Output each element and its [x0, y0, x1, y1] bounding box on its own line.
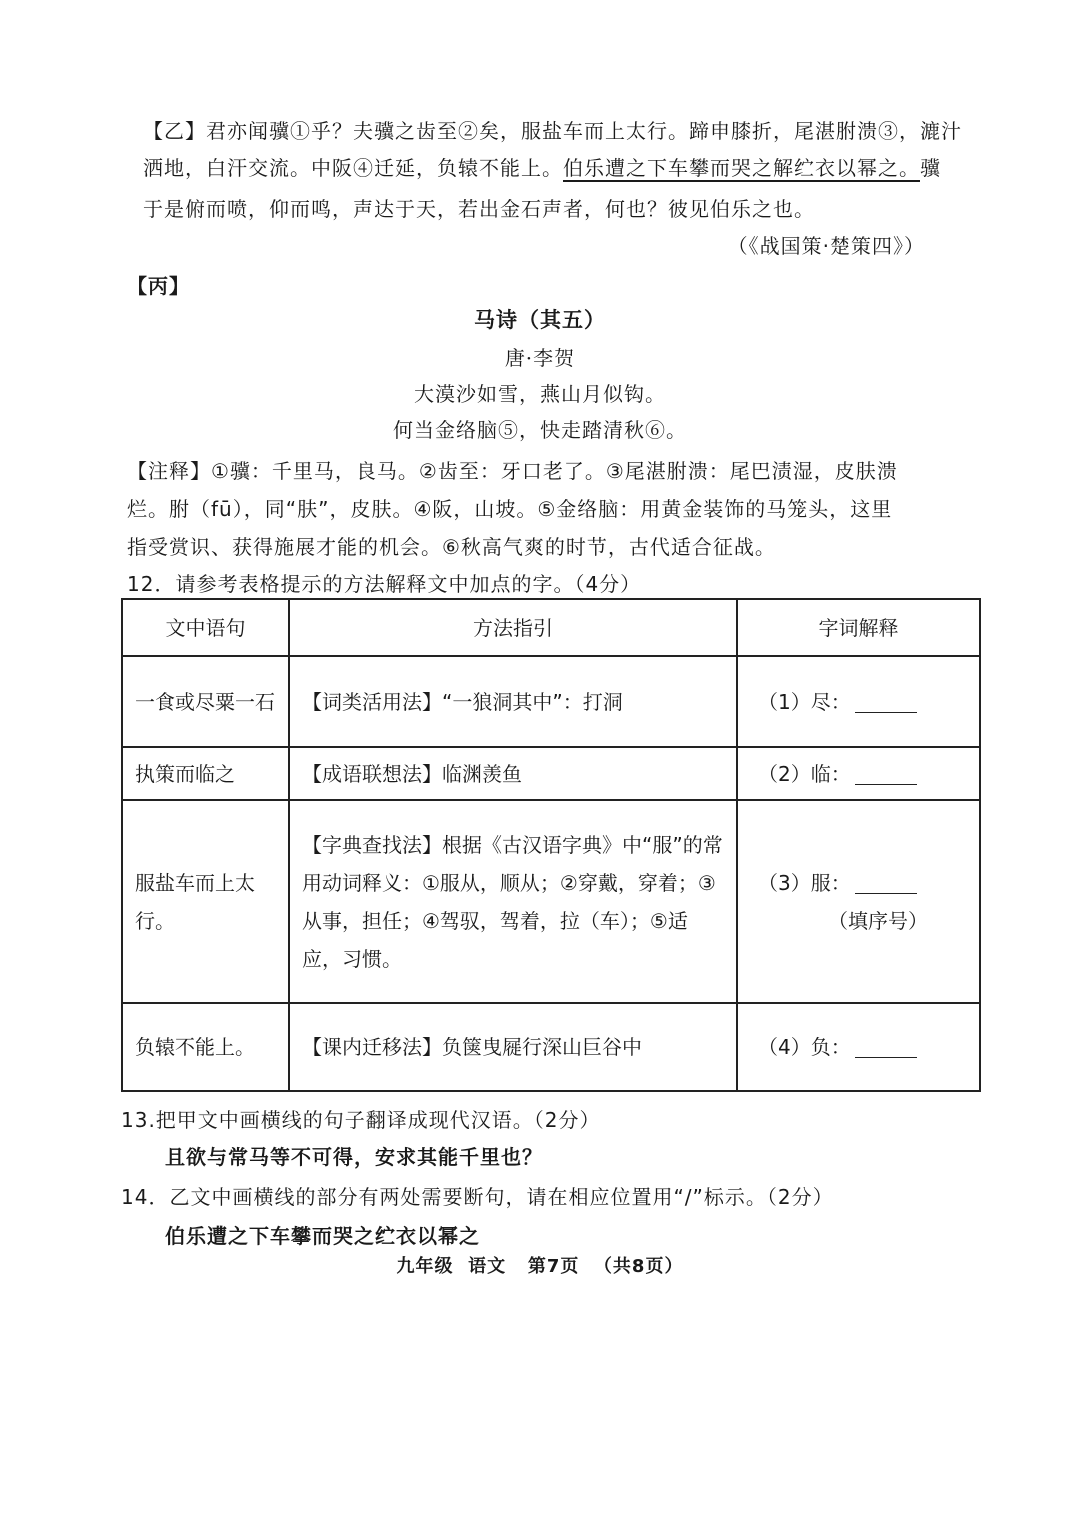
notes-line-2: 烂。胕（fū），同“肤”，皮肤。④阪，山坡。⑤金络脑：用黄金装饰的马笼头，这里	[127, 497, 893, 521]
row3-method: 【字典查找法】根据《古汉语字典》中“服”的常用动词释义：①服从，顺从；②穿戴，穿着；③从事，担任；④驾驭，驾着，拉（车）；⑤适应，习惯。	[289, 800, 737, 1003]
bing-label: 【丙】	[127, 274, 190, 298]
q14-prompt: 14．乙文中画横线的部分有两处需要断句，请在相应位置用“/”标示。（2分）	[121, 1185, 834, 1209]
q14-sentence: 伯乐遭之下车攀而哭之纻衣以幂之	[165, 1224, 480, 1248]
table-header-row	[122, 599, 980, 656]
q12-prompt: 12．请参考表格提示的方法解释文中加点的字。（4分）	[127, 572, 642, 596]
poem-line-2: 何当金络脑⑤，快走踏清秋⑥。	[393, 418, 687, 442]
yi-source: （《战国策·楚策四》）	[727, 234, 925, 258]
row1-answer-cell	[737, 656, 980, 747]
yi-underlined-sentence: 伯乐遭之下车攀而哭之解纻衣以幂之。	[563, 156, 920, 180]
yi-line-2	[143, 152, 941, 181]
header-explanation: 字词解释	[737, 599, 980, 656]
row4-sentence: 负辕不能上。	[122, 1003, 289, 1091]
row2-answer-label: （2）临：	[758, 761, 851, 786]
table-row	[122, 747, 980, 800]
answer-blank-4[interactable]	[855, 1039, 917, 1058]
row2-sentence: 执策而临之	[122, 747, 289, 800]
row1-sentence: 一食或尽粟一石	[122, 656, 289, 747]
header-method: 方法指引	[289, 599, 737, 656]
yi-line-1: 【乙】君亦闻骥①乎？夫骥之齿至②矣，服盐车而上太行。蹄申膝折，尾湛胕溃③，漉汁	[143, 119, 962, 143]
answer-blank-1[interactable]	[855, 694, 917, 713]
table-row	[122, 800, 980, 1003]
row4-answer-cell	[737, 1003, 980, 1091]
yi-line-2-tail: 骥	[920, 156, 941, 180]
row3-answer-label: （3）服：	[758, 870, 851, 895]
row1-answer-label: （1）尽：	[758, 689, 851, 714]
method-table	[121, 598, 981, 1092]
poem-author: 唐·李贺	[504, 346, 576, 370]
poem-line-1: 大漠沙如雪，燕山月似钩。	[414, 382, 666, 406]
yi-line-2-head: 洒地，白汗交流。中阪④迁延，负辕不能上。	[143, 156, 563, 180]
table-row	[122, 1003, 980, 1091]
row4-answer-label: （4）负：	[758, 1035, 851, 1059]
answer-blank-2[interactable]	[855, 766, 917, 785]
row3-answer-cell	[737, 800, 980, 1003]
row3-answer-note: （填序号）	[828, 908, 928, 933]
notes-line-1: 【注释】①骥：千里马，良马。②齿至：牙口老了。③尾湛胕溃：尾巴渍湿，皮肤溃	[127, 459, 898, 483]
yi-line-3: 于是俯而喷，仰而鸣，声达于天，若出金石声者，何也？彼见伯乐之也。	[143, 197, 815, 221]
row2-method: 【成语联想法】临渊羡鱼	[289, 747, 737, 800]
poem-title: 马诗（其五）	[474, 308, 606, 332]
answer-blank-3[interactable]	[855, 875, 917, 894]
q13-sentence: 且欲与常马等不可得，安求其能千里也？	[165, 1145, 543, 1169]
notes-line-3: 指受赏识、获得施展才能的机会。⑥秋高气爽的时节，古代适合征战。	[127, 535, 776, 559]
row1-method: 【词类活用法】“一狼洞其中”：打洞	[289, 656, 737, 747]
page-footer: 九年级 语文 第7页 （共8页）	[396, 1256, 684, 1277]
row3-sentence: 服盐车而上太行。	[122, 800, 289, 1003]
table-row	[122, 656, 980, 747]
row2-answer-cell	[737, 747, 980, 800]
header-sentence: 文中语句	[122, 599, 289, 656]
row4-method: 【课内迁移法】负箧曳屣行深山巨谷中	[289, 1003, 737, 1091]
q13-prompt: 13.把甲文中画横线的句子翻译成现代汉语。（2分）	[121, 1108, 601, 1132]
